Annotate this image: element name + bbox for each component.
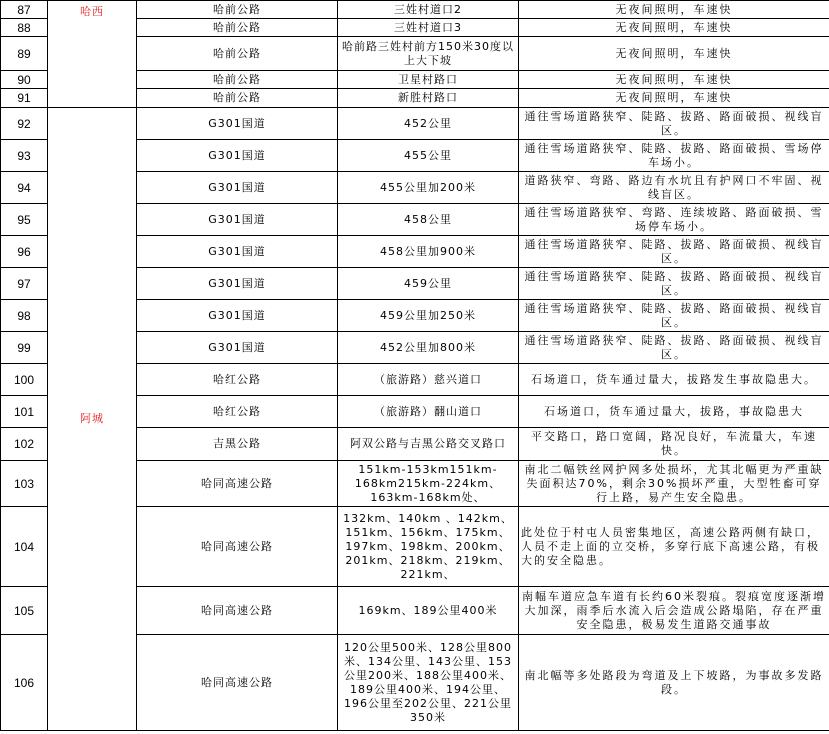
table-row bbox=[1, 1, 829, 19]
row-number: 106 bbox=[1, 635, 48, 731]
row-number: 105 bbox=[1, 587, 48, 635]
location: （旅游路）慈兴道口 bbox=[338, 364, 519, 396]
location: 458公里 bbox=[338, 204, 519, 236]
row-number: 88 bbox=[1, 19, 48, 37]
road-name: G301国道 bbox=[137, 236, 338, 268]
road-name: 哈红公路 bbox=[137, 396, 338, 428]
issue: 此处位于村屯人员密集地区，高速公路两侧有缺口，人员不走上面的立交桥，多穿行底下高速公路，有极大的安全隐患。 bbox=[519, 507, 829, 587]
location: 三姓村道口2 bbox=[338, 1, 519, 19]
road-name: 哈同高速公路 bbox=[137, 587, 338, 635]
road-name: 吉黑公路 bbox=[137, 428, 338, 461]
row-number: 102 bbox=[1, 428, 48, 461]
row-number: 101 bbox=[1, 396, 48, 428]
row-number: 93 bbox=[1, 140, 48, 172]
region-cell: 阿城 bbox=[48, 108, 137, 731]
location: 452公里 bbox=[338, 108, 519, 140]
row-number: 104 bbox=[1, 507, 48, 587]
location: 458公里加900米 bbox=[338, 236, 519, 268]
row-number: 98 bbox=[1, 300, 48, 332]
issue: 道路狭窄、弯路、路边有水坑且有护网口不牢固、视线盲区。 bbox=[519, 172, 829, 204]
road-name: G301国道 bbox=[137, 300, 338, 332]
location: 459公里加250米 bbox=[338, 300, 519, 332]
location: 哈前路三姓村前方150米30度以上大下坡 bbox=[338, 37, 519, 71]
location: 452公里加800米 bbox=[338, 332, 519, 364]
issue: 通往雪场道路狭窄、陡路、拔路、路面破损、视线盲区。 bbox=[519, 236, 829, 268]
row-number: 96 bbox=[1, 236, 48, 268]
region-cell: 哈西 bbox=[48, 1, 137, 108]
row-number: 99 bbox=[1, 332, 48, 364]
issue: 南北幅等多处路段为弯道及上下坡路，为事故多发路段。 bbox=[519, 635, 829, 731]
row-number: 87 bbox=[1, 1, 48, 19]
road-name: 哈同高速公路 bbox=[137, 635, 338, 731]
road-name: 哈前公路 bbox=[137, 71, 338, 89]
location: 阿双公路与吉黑公路交叉路口 bbox=[338, 428, 519, 461]
row-number: 100 bbox=[1, 364, 48, 396]
location: 132km、140km 、142km、151km、156km、175km、197km、198km、200km、201km、218km、219km、221km、 bbox=[338, 507, 519, 587]
road-name: G301国道 bbox=[137, 108, 338, 140]
location: 455公里加200米 bbox=[338, 172, 519, 204]
issue: 无夜间照明，车速快 bbox=[519, 71, 829, 89]
road-name: G301国道 bbox=[137, 204, 338, 236]
issue: 南幅车道应急车道有长约60米裂痕。裂痕宽度逐渐增大加深，雨季后水流入后会造成公路塌陷，存在严重安全隐患，极易发生道路交通事故 bbox=[519, 587, 829, 635]
issue: 通往雪场道路狭窄、陡路、拔路、路面破损、视线盲区。 bbox=[519, 332, 829, 364]
road-name: G301国道 bbox=[137, 268, 338, 300]
row-number: 95 bbox=[1, 204, 48, 236]
issue: 石场道口，货车通过量大，拔路发生事故隐患大。 bbox=[519, 364, 829, 396]
row-number: 89 bbox=[1, 37, 48, 71]
road-name: 哈前公路 bbox=[137, 37, 338, 71]
issue: 通往雪场道路狭窄、弯路、连续坡路、路面破损、雪场停车场小。 bbox=[519, 204, 829, 236]
row-number: 97 bbox=[1, 268, 48, 300]
issue: 无夜间照明，车速快 bbox=[519, 37, 829, 71]
issue: 南北二幅铁丝网护网多处损坏，尤其北幅更为严重缺失面积达70%，剩余30%损坏严重，大型牲畜可穿行上路，易产生安全隐患。 bbox=[519, 461, 829, 507]
road-name: 哈同高速公路 bbox=[137, 461, 338, 507]
road-name: G301国道 bbox=[137, 172, 338, 204]
location: 新胜村路口 bbox=[338, 89, 519, 108]
road-name: 哈红公路 bbox=[137, 364, 338, 396]
row-number: 92 bbox=[1, 108, 48, 140]
location: （旅游路）翻山道口 bbox=[338, 396, 519, 428]
road-name: G301国道 bbox=[137, 332, 338, 364]
issue: 无夜间照明，车速快 bbox=[519, 1, 829, 19]
road-name: 哈前公路 bbox=[137, 19, 338, 37]
issue: 通往雪场道路狭窄、陡路、拔路、路面破损、视线盲区。 bbox=[519, 300, 829, 332]
issue: 石场道口，货车通过量大，拔路，事故隐患大 bbox=[519, 396, 829, 428]
location: 120公里500米、128公里800米、134公里、143公里、153公里200米、188公里400米、189公里400米、194公里、196公里至202公里、221公里350米 bbox=[338, 635, 519, 731]
row-number: 90 bbox=[1, 71, 48, 89]
location: 169km、189公里400米 bbox=[338, 587, 519, 635]
location: 卫星村路口 bbox=[338, 71, 519, 89]
issue: 平交路口，路口宽阔，路况良好，车流量大，车速快。 bbox=[519, 428, 829, 461]
location: 三姓村道口3 bbox=[338, 19, 519, 37]
row-number: 103 bbox=[1, 461, 48, 507]
table-row bbox=[1, 108, 829, 140]
location: 459公里 bbox=[338, 268, 519, 300]
road-name: G301国道 bbox=[137, 140, 338, 172]
issue: 通往雪场道路狭窄、陡路、拔路、路面破损、视线盲区。 bbox=[519, 108, 829, 140]
location: 151km-153km151km-168km215km-224km、163km-168km处、 bbox=[338, 461, 519, 507]
road-name: 哈同高速公路 bbox=[137, 507, 338, 587]
road-name: 哈前公路 bbox=[137, 89, 338, 108]
row-number: 94 bbox=[1, 172, 48, 204]
road-name: 哈前公路 bbox=[137, 1, 338, 19]
issue: 通往雪场道路狭窄、陡路、拔路、路面破损、雪场停车场小。 bbox=[519, 140, 829, 172]
issue: 无夜间照明，车速快 bbox=[519, 19, 829, 37]
issue: 通往雪场道路狭窄、陡路、拔路、路面破损、视线盲区。 bbox=[519, 268, 829, 300]
location: 455公里 bbox=[338, 140, 519, 172]
issue: 无夜间照明，车速快 bbox=[519, 89, 829, 108]
row-number: 91 bbox=[1, 89, 48, 108]
